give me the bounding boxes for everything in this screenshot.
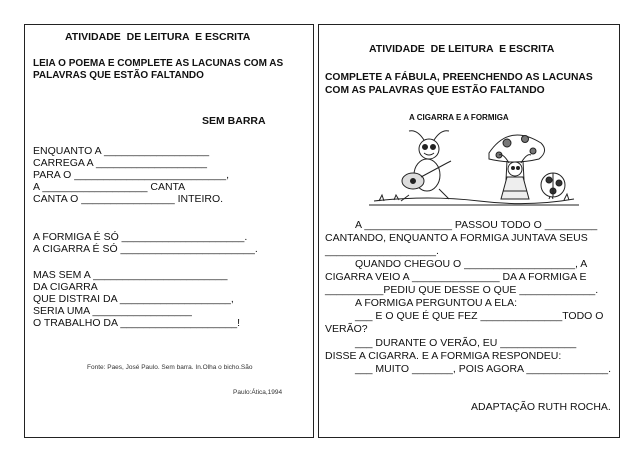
fable-line: ___ MUITO _______, POIS AGORA ______________. — [355, 363, 612, 375]
fable-line: ___ E O QUE É QUE FEZ ______________TODO O — [355, 310, 604, 322]
right-title: ATIVIDADE DE LEITURA E ESCRITA — [369, 43, 555, 55]
poem-line: O TRABALHO DA ____________________! — [33, 317, 241, 329]
fable-line: A _______________ PASSOU TODO O _________ — [355, 219, 598, 231]
fable-line: DISSE A CIGARRA. E A FORMIGA RESPONDEU: — [325, 350, 562, 362]
poem-title: SEM BARRA — [202, 115, 266, 127]
poem-line: DA CIGARRA — [33, 281, 98, 293]
poem-line: MAS SEM A _______________________ — [33, 269, 228, 281]
fable-worksheet-panel — [318, 24, 620, 438]
poem-line: CARREGA A ___________________ — [33, 157, 207, 169]
poem-source-line-2: Paulo:Ática,1994 — [233, 389, 283, 396]
left-instruction-line-2: PALAVRAS QUE ESTÃO FALTANDO — [33, 70, 204, 81]
poem-line: CANTA O ________________ INTEIRO. — [33, 193, 224, 205]
left-instruction-line-1: LEIA O POEMA E COMPLETE AS LACUNAS COM AS — [33, 58, 284, 69]
poem-line: A FORMIGA É SÓ _____________________. — [33, 231, 248, 243]
poem-line: A CIGARRA É SÓ _______________________. — [33, 243, 258, 255]
fable-line: __________PEDIU QUE DESSE O QUE _____________. — [325, 284, 599, 296]
right-instruction-line-1: COMPLETE A FÁBULA, PREENCHENDO AS LACUNAS — [325, 72, 593, 83]
poem-line: A __________________ CANTA — [33, 181, 186, 193]
poem-line: QUE DISTRAI DA ___________________, — [33, 293, 234, 305]
fable-line: QUANDO CHEGOU O ___________________, A — [355, 258, 588, 270]
fable-line: VERÃO? — [325, 323, 368, 335]
fable-line: CIGARRA VEIO A _______________ DA A FORMIGA E — [325, 271, 587, 283]
fable-title: A CIGARRA E A FORMIGA — [409, 113, 509, 122]
fable-line: A FORMIGA PERGUNTOU A ELA: — [355, 297, 518, 309]
left-title: ATIVIDADE DE LEITURA E ESCRITA — [65, 31, 251, 43]
right-instruction-line-2: COM AS PALAVRAS QUE ESTÃO FALTANDO — [325, 85, 545, 96]
fable-line: ___ DURANTE O VERÃO, EU _____________ — [355, 337, 577, 349]
fable-credit: ADAPTAÇÃO RUTH ROCHA. — [471, 401, 611, 413]
fable-line: CANTANDO, ENQUANTO A FORMIGA JUNTAVA SEUS — [325, 232, 588, 244]
fable-line: ___________________. — [325, 245, 439, 257]
poem-source-line-1: Fonte: Paes, José Paulo. Sem barra. In.Olha o bicho.São — [87, 364, 253, 371]
poem-line: PARA O __________________________, — [33, 169, 229, 181]
poem-line: SERIA UMA _________________ — [33, 305, 192, 317]
cigarra-formiga-illustration-icon — [369, 125, 579, 207]
poem-line: ENQUANTO A __________________ — [33, 145, 210, 157]
poem-worksheet-panel — [24, 24, 314, 438]
